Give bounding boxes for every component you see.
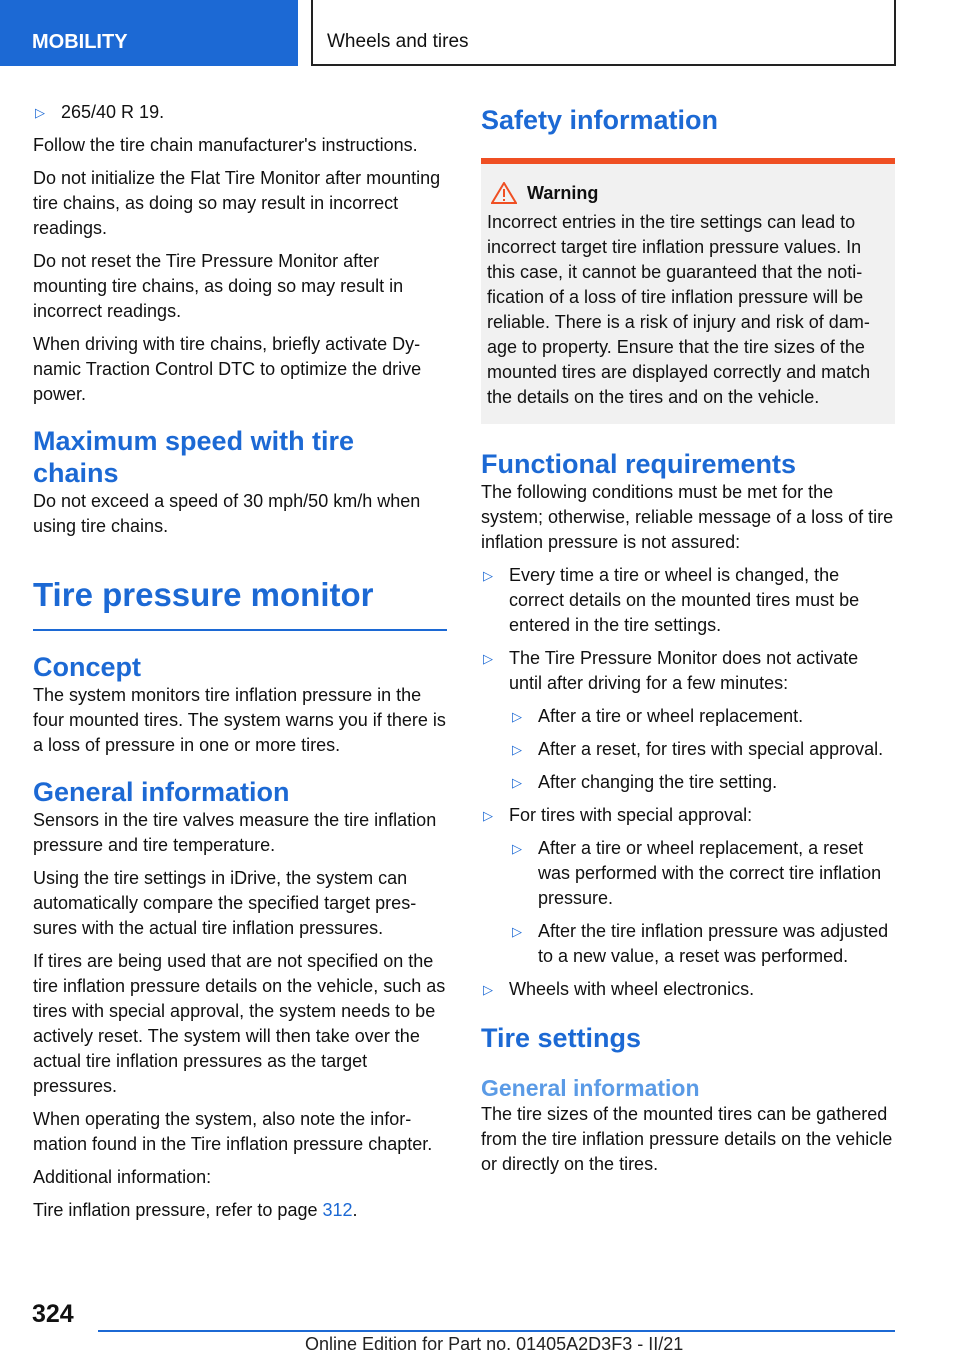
warning-triangle-icon (491, 182, 517, 204)
paragraph: Do not reset the Tire Pressure Monitor after mounting tire chains, as doing so may result in incorrect readings. (33, 251, 404, 321)
list-item: ▷ Every time a tire or wheel is changed, the correct details on the mounted tires must be entered in the tire settings. (483, 565, 860, 635)
paragraph: Do not exceed a speed of 30 mph/50 km/h when using tire chains. (33, 491, 421, 536)
triangle-bullet-icon: ▷ (512, 841, 522, 856)
list-item: ▷ For tires with special approval: (481, 803, 895, 828)
paragraph: The following conditions must be met for the system; otherwise, reliable message of a loss of tire inflation pressure is not assured: (481, 482, 894, 552)
chapter-heading: Tire pressure monitor (33, 576, 374, 613)
triangle-bullet-icon: ▷ (35, 105, 45, 120)
triangle-bullet-icon: ▷ (483, 982, 493, 997)
subsection-heading: General information (481, 1075, 700, 1101)
warning-text: Incorrect entries in the tire settings can lead to incorrect target tire inflation pressure values. In this case, it cannot be guaranteed that the notification of a loss of tire inflation pressure will be reliable. There is a risk of injury and risk of damage to property. Ensure that the tire sizes of the mounted tires are displayed correctly and match the details on the tires and on the vehicle. (487, 212, 871, 407)
header-section-tab: MOBILITY (0, 0, 298, 66)
section-heading: Tire settings (481, 1023, 642, 1053)
triangle-bullet-icon: ▷ (483, 568, 493, 583)
paragraph: When driving with tire chains, briefly activate Dynamic Traction Control DTC to optimize the drive power. (33, 334, 422, 404)
left-column (33, 100, 447, 1231)
paragraph: Do not initialize the Flat Tire Monitor after mounting tire chains, as doing so may result in incorrect readings. (33, 168, 441, 238)
list-item: ▷ The Tire Pressure Monitor does not activate until after driving for a few minutes: (483, 648, 859, 693)
paragraph: Sensors in the tire valves measure the tire inflation pressure and tire temperature. (33, 810, 437, 855)
sub-list-item: ▷ After a reset, for tires with special approval. (510, 737, 895, 762)
list-item: ▷ Wheels with wheel electronics. (481, 977, 895, 1002)
paragraph: The system monitors tire inflation pressure in the four mounted tires. The system warns you if there is a loss of pressure in one or more tires. (33, 685, 446, 755)
section-heading: Concept (33, 652, 141, 682)
paragraph: The tire sizes of the mounted tires can be gathered from the tire inflation pressure details on the vehicle or directly on the tires. (481, 1104, 893, 1174)
cross-reference: Tire inflation pressure, refer to page 312. (33, 1200, 358, 1220)
sub-list-item: ▷ After changing the tire setting. (510, 770, 895, 795)
triangle-bullet-icon: ▷ (512, 775, 522, 790)
section-heading: Safety information (481, 105, 719, 135)
triangle-bullet-icon: ▷ (483, 808, 493, 823)
paragraph: Additional information: (33, 1167, 212, 1187)
warning-box (481, 158, 895, 424)
paragraph: When operating the system, also note the information found in the Tire inflation pressure chapter. (33, 1109, 433, 1154)
footer-rule (98, 1330, 895, 1332)
section-heading: Maximum speed with tire chains (33, 426, 355, 488)
page-number: 324 (32, 1300, 74, 1328)
triangle-bullet-icon: ▷ (483, 651, 493, 666)
section-heading: Functional requirements (481, 449, 797, 479)
section-heading: General information (33, 777, 290, 807)
triangle-bullet-icon: ▷ (512, 709, 522, 724)
paragraph: Using the tire settings in iDrive, the system can automatically compare the specified target pressures with the actual tire inflation pressures. (33, 868, 417, 938)
triangle-bullet-icon: ▷ (512, 924, 522, 939)
right-column (481, 100, 895, 1185)
sub-list-item: ▷ After the tire inflation pressure was adjusted to a new value, a reset was performed. (512, 921, 889, 966)
triangle-bullet-icon: ▷ (512, 742, 522, 757)
paragraph: Follow the tire chain manufacturer's instructions. (33, 135, 418, 155)
warning-header: Warning (487, 182, 887, 204)
header-chapter-title: Wheels and tires (311, 0, 896, 66)
heading-rule (33, 629, 447, 631)
sub-list-item: ▷ After a tire or wheel replacement, a reset was performed with the correct tire inflation pressure. (512, 838, 882, 908)
sub-list-item: ▷ After a tire or wheel replacement. (510, 704, 895, 729)
paragraph: If tires are being used that are not specified on the tire inflation pressure details on the vehicle, such as tires with special approval, the system needs to be actively reset. The system will then take over the actual tire inflation pressures as the target pressures. (33, 951, 446, 1096)
page-link[interactable]: 312 (322, 1200, 353, 1220)
list-item: ▷ 265/40 R 19. (33, 100, 447, 125)
footer-edition: Online Edition for Part no. 01405A2D3F3 - II/21 (305, 1334, 684, 1354)
